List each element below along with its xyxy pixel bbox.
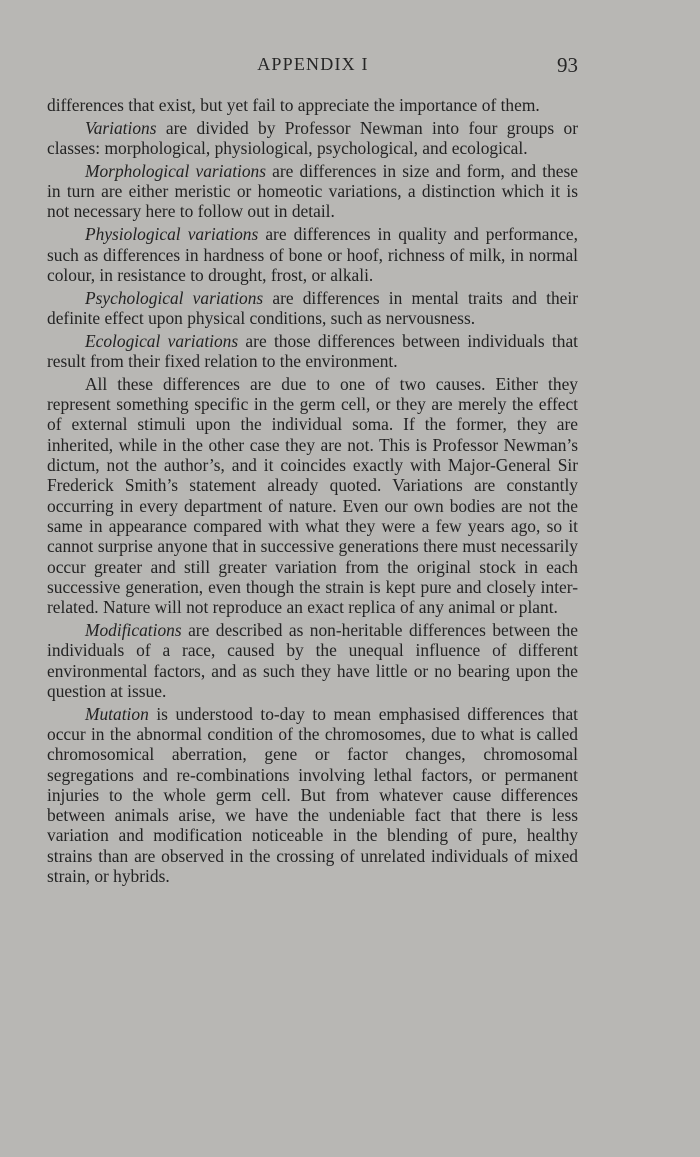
page-number: 93 xyxy=(557,53,578,77)
body-text xyxy=(47,95,578,889)
term-mutation: Mutation xyxy=(85,703,149,724)
paragraph-continued xyxy=(47,95,578,115)
term-psychological-variations: Psychological variations xyxy=(85,287,264,308)
paragraph-text: differences that exist, but yet fail to appreciate the importance of them. xyxy=(47,95,540,115)
paragraph-text: is understood to-day to mean emphasised differences that occur in the abnormal condition of the chromosomes, due to what is called chromosomical aberration, gene or factor changes, chromosomal segregations and re-combinations involving lethal factors, or permanent injuries to the whole germ cell. But from whatever cause differences between animals arise, we have the undeniable fact that there is less variation and modification noticeable in the blending of pure, healthy strains than are observed in the crossing of unrelated individuals of mixed strain, or hybrids. xyxy=(47,703,578,886)
paragraph-modifications xyxy=(47,620,578,701)
paragraph-mutation xyxy=(47,704,578,887)
paragraph-text: are differences in size and form, and these in turn are either meristic or homeotic variations, a distinction which it is not necessary here to follow out in detail. xyxy=(47,160,578,222)
paragraph-text: All these differences are due to one of two causes. Either they represent something specific in the germ cell, or they are merely the effect of external stimuli upon the individual soma. If the former, they are inherited, while in the other case they are not. This is Professor Newman’s dictum, not the author’s, and it coincides exactly with Major-General Sir Frederick Smith’s statement already quoted. Variations are constantly occurring in every department of nature. Even our own bodies are not the same in appearance compared with what they were a few years ago, so it cannot surprise anyone that in successive generations there must necessarily occur greater and still greater variation from the original stock in each successive generation, even though the strain is kept pure and closely inter-related. Nature will not reproduce an exact replica of any animal or plant. xyxy=(47,373,578,618)
paragraph-text: are differences in mental traits and their definite effect upon physical conditions, such as nervousness. xyxy=(47,287,578,328)
paragraph-text: are divided by Professor Newman into four groups or classes: morphological, physiological, psychological, and ecological. xyxy=(47,117,578,159)
term-physiological-variations: Physiological variations xyxy=(85,224,259,245)
paragraph-causes xyxy=(47,374,578,618)
running-head: APPENDIX I xyxy=(257,54,369,74)
term-variations: Variations xyxy=(85,117,157,138)
term-modifications: Modifications xyxy=(85,619,182,640)
paragraph-text: are described as non-heritable differences between the individuals of a race, caused by the unequal influence of different environmental factors, and as such they have little or no bearing upon the question at issue. xyxy=(47,619,578,701)
paragraph-variations xyxy=(47,118,578,159)
page-header xyxy=(48,54,578,80)
term-morphological-variations: Morphological variations xyxy=(85,160,267,181)
paragraph-morphological-variations xyxy=(47,161,578,222)
paragraph-text: are those differences between individuals that result from their fixed relation to the environment. xyxy=(47,330,578,372)
paragraph-psychological-variations xyxy=(47,288,578,329)
paragraph-physiological-variations xyxy=(47,224,578,285)
paragraph-text: are differences in quality and performance, such as differences in hardness of bone or hoof, richness of milk, in normal colour, in resistance to drought, frost, or alkali. xyxy=(47,224,579,285)
term-ecological-variations: Ecological variations xyxy=(85,330,239,351)
paragraph-ecological-variations xyxy=(47,331,578,372)
